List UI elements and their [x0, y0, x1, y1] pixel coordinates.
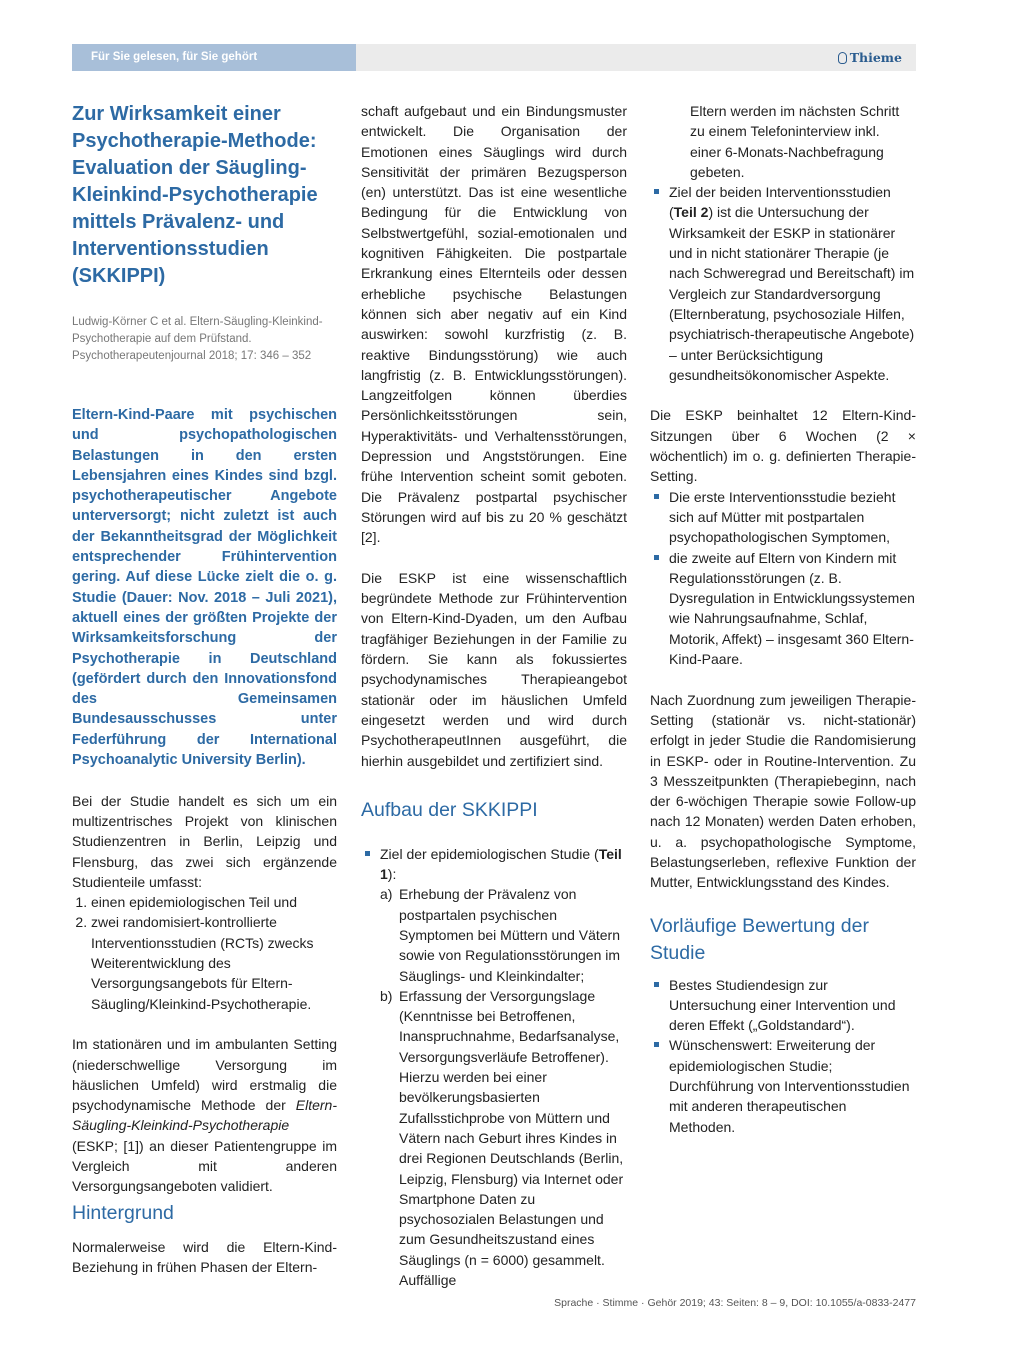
list-text: Erhebung der Prävalenz von postpartalen psychischen Symptomen bei Müttern und Vätern sowie von Regulationsstörungen im Säuglings- und Kleinkindalter; — [399, 886, 621, 984]
section-heading: Aufbau der SKKIPPI — [361, 798, 538, 821]
sub-list-item — [380, 986, 627, 1290]
sub-list — [380, 884, 627, 1290]
body-paragraph: Bei der Studie handelt es sich um ein multizentrisches Projekt von klinischen Studienzentren in Berlin, Leipzig und Flensburg, das zwei sich ergänzende Studienteile umfasst: — [72, 792, 337, 890]
section-heading: Vorläufige Bewertung der Studie — [650, 914, 869, 964]
body-paragraph: Die ESKP beinhaltet 12 Eltern-Kind-Sitzungen über 6 Wochen (2 × wöchentlich) im o. g. definierten Therapie-Setting. — [650, 407, 916, 485]
publisher-name: Thieme — [849, 50, 902, 65]
list-item: die zweite auf Eltern von Kindern mit Regulationsstörungen (z. B. Dysregulation in Entwicklungssystemen wie Nahrungsaufnahme, Schlaf, Motorik, Affekt) – insgesamt 360 Eltern-Kind-Paare. — [650, 548, 916, 670]
numbered-list — [72, 892, 337, 1014]
column-1 — [72, 101, 337, 1277]
list-item — [361, 844, 627, 1291]
lead-paragraph: Eltern-Kind-Paare mit psychischen und psychopathologischen Belastungen in den ersten Lebensjahren eines Kindes sind bzgl. psychotherapeutischer Angebote unterversorgt; nicht zuletzt ist auch der Bekanntheitsgrad der Möglichkeit entsprechender Frühintervention gering. Auf diese Lücke zielt die o. g. Studie (Dauer: Nov. 2018 – Juli 2021), aktuell eines der größten Projekte der Wirksamkeitsforschung der Psychotherapie in Deutschland (gefördert durch den Innovationsfond des Gemeinsamen Bundesausschusses unter Federführung der International Psychoanalytic University Berlin). — [72, 407, 337, 769]
list-continuation: Eltern werden im nächsten Schritt zu einem Telefoninterview inkl. einer 6-Monats-Nachbefragung gebeten. — [690, 103, 900, 180]
emphasis-text: Eltern-Säugling-Kleinkind-Psychotherapie — [72, 1097, 337, 1134]
list-item: Bestes Studiendesign zur Untersuchung einer Intervention und deren Effekt („Goldstandard“). — [650, 975, 916, 1036]
bullet-list — [361, 844, 627, 1291]
text-run: Ziel der beiden Interventionsstudien ( — [669, 184, 891, 221]
bold-text: Teil 1 — [380, 845, 622, 883]
list-marker: b) — [380, 987, 393, 1004]
list-text: Erfassung der Versorgungslage (Kenntnisse bei Betroffenen, Inanspruchnahme, Bedarfsanalyse, Versorgungsverläufe Betroffener). Hierzu werden bei einer bevölkerungsbasierten Zufallsstichprobe von Müttern und Vätern nach Geburt ihres Kindes in drei Regionen Deutschlands (Berlin, Leipzig, Flensburg) via Internet oder Smartphone Daten zu psychosozialen Belastungen und zum Gesundheitszustand eines Säuglings (n = 6000) gesammelt. Auffällige — [399, 987, 624, 1289]
text-run: (ESKP; [1]) an dieser Patientengruppe im Vergleich mit anderen Versorgungsangeboten validiert. — [72, 1137, 337, 1195]
body-paragraph — [72, 1034, 337, 1196]
page-header — [72, 44, 916, 71]
article-reference: Ludwig-Körner C et al. Eltern-Säugling-Kleinkind-Psychotherapie auf dem Prüfstand. Psychotherapeutenjournal 2018; 17: 346 – 352 — [72, 316, 323, 362]
text-run: Im stationären und im ambulanten Setting (niederschwellige Versorgung im häuslichen Umfeld) wird erstmalig die psychodynamische Methode der — [72, 1036, 337, 1114]
column-3 — [650, 101, 916, 1137]
thieme-logo-icon — [838, 52, 847, 64]
list-item: 1. einen epidemiologischen Teil und — [91, 892, 337, 912]
list-item: Die erste Interventionsstudie bezieht sich auf Mütter mit postpartalen psychopathologischen Symptomen, — [650, 487, 916, 548]
publisher-logo — [838, 44, 902, 71]
section-label: Für Sie gelesen, für Sie gehört — [72, 44, 356, 71]
body-paragraph: Normalerweise wird die Eltern-Kind-Beziehung in frühen Phasen der Eltern- — [72, 1238, 337, 1275]
article-title: Zur Wirksamkeit einer Psychotherapie-Methode: Evaluation der Säugling-Kleinkind-Psychotherapie mittels Prävalenz- und Interventionsstudien (SKKIPPI) — [72, 103, 318, 287]
bullet-list — [650, 182, 916, 385]
list-marker: a) — [380, 886, 393, 903]
list-item: 2. zwei randomisiert-kontrollierte Interventionsstudien (RCTs) zwecks Weiterentwicklung des Versorgungsangebots für Eltern-Säugling/Kleinkind-Psychotherapie. — [91, 912, 337, 1013]
list-item — [650, 182, 916, 385]
text-run: Ziel der epidemiologischen Studie ( — [380, 845, 599, 862]
body-paragraph: Nach Zuordnung zum jeweiligen Therapie-Setting (stationär vs. nicht-stationär) erfolgt in jeder Studie die Randomisierung in ESKP- oder in Routine-Intervention. Zu 3 Messzeitpunkten (Therapiebeginn, nach der 6-wöchigen Therapie sowie Follow-up nach 12 Monaten) werden Daten erhoben, u. a. psychopathologische Symptome, Belastungserleben, reflexive Funktion der Mutter, Entwicklungsstand des Kindes. — [650, 691, 916, 891]
column-2 — [361, 101, 627, 1290]
list-item: Wünschenswert: Erweiterung der epidemiologischen Studie; Durchführung von Interventionsstudien mit anderen therapeutischen Methoden. — [650, 1035, 916, 1136]
sub-list-item — [380, 884, 627, 985]
text-run: ): — [387, 866, 397, 883]
section-heading: Hintergrund — [72, 1201, 174, 1224]
page-footer: Sprache · Stimme · Gehör 2019; 43: Seiten: 8 – 9, DOI: 10.1055/a-0833-2477 — [554, 1297, 916, 1309]
body-paragraph: schaft aufgebaut und ein Bindungsmuster entwickelt. Die Organisation der Emotionen eines Säuglings wird durch Sensitivität der primären Bezugsperson (en) unterstützt. Das ist eine wesentliche Bedingung für die Entwicklung von Selbstwertgefühl, sozial-emotionalen und kognitiven Fähigkeiten. Die postpartale Erkrankung eines Elternteils oder dessen erhebliche psychische Belastungen können sich aber negativ auf ein Kind auswirken: sowohl kurzfristig (z. B. reaktive Bindungsstörung) wie auch langfristig (z. B. Entwicklungsstörungen). Langzeitfolgen können überdies Persönlichkeitsstörungen sein, Hyperaktivitäts- und Verhaltensstörungen, Depression und Angststörungen. Eine frühe Intervention scheint somit geboten. Die Prävalenz postpartal psychischer Störungen wird auf bis zu 20 % geschätzt [2]. — [361, 103, 627, 546]
bullet-list — [650, 975, 916, 1137]
text-run: ) ist die Untersuchung der Wirksamkeit der ESKP in stationärer und in nicht stationärer Therapie (je nach Schweregrad und Bereitschaft) im Vergleich zur Standardversorgung (Elternberatung, psychosoziale Hilfen, psychiatrisch-therapeutische Angebote) – unter Berücksichtigung gesundheitsökonomischer Aspekte. — [669, 204, 915, 383]
body-paragraph: Die ESKP ist eine wissenschaftlich begründete Methode zur Frühintervention von Eltern-Kind-Dyaden, um den Aufbau tragfähiger Beziehungen in der Familie zu fördern. Sie kann als fokussiertes psychodynamisches Therapieangebot stationär oder im häuslichen Umfeld eingesetzt werden und wird durch PsychotherapeutInnen ausgeführt, die hierhin ausgebildet und zertifiziert sind. — [361, 569, 627, 769]
bold-text: Teil 2 — [673, 204, 709, 221]
bullet-list — [650, 487, 916, 670]
